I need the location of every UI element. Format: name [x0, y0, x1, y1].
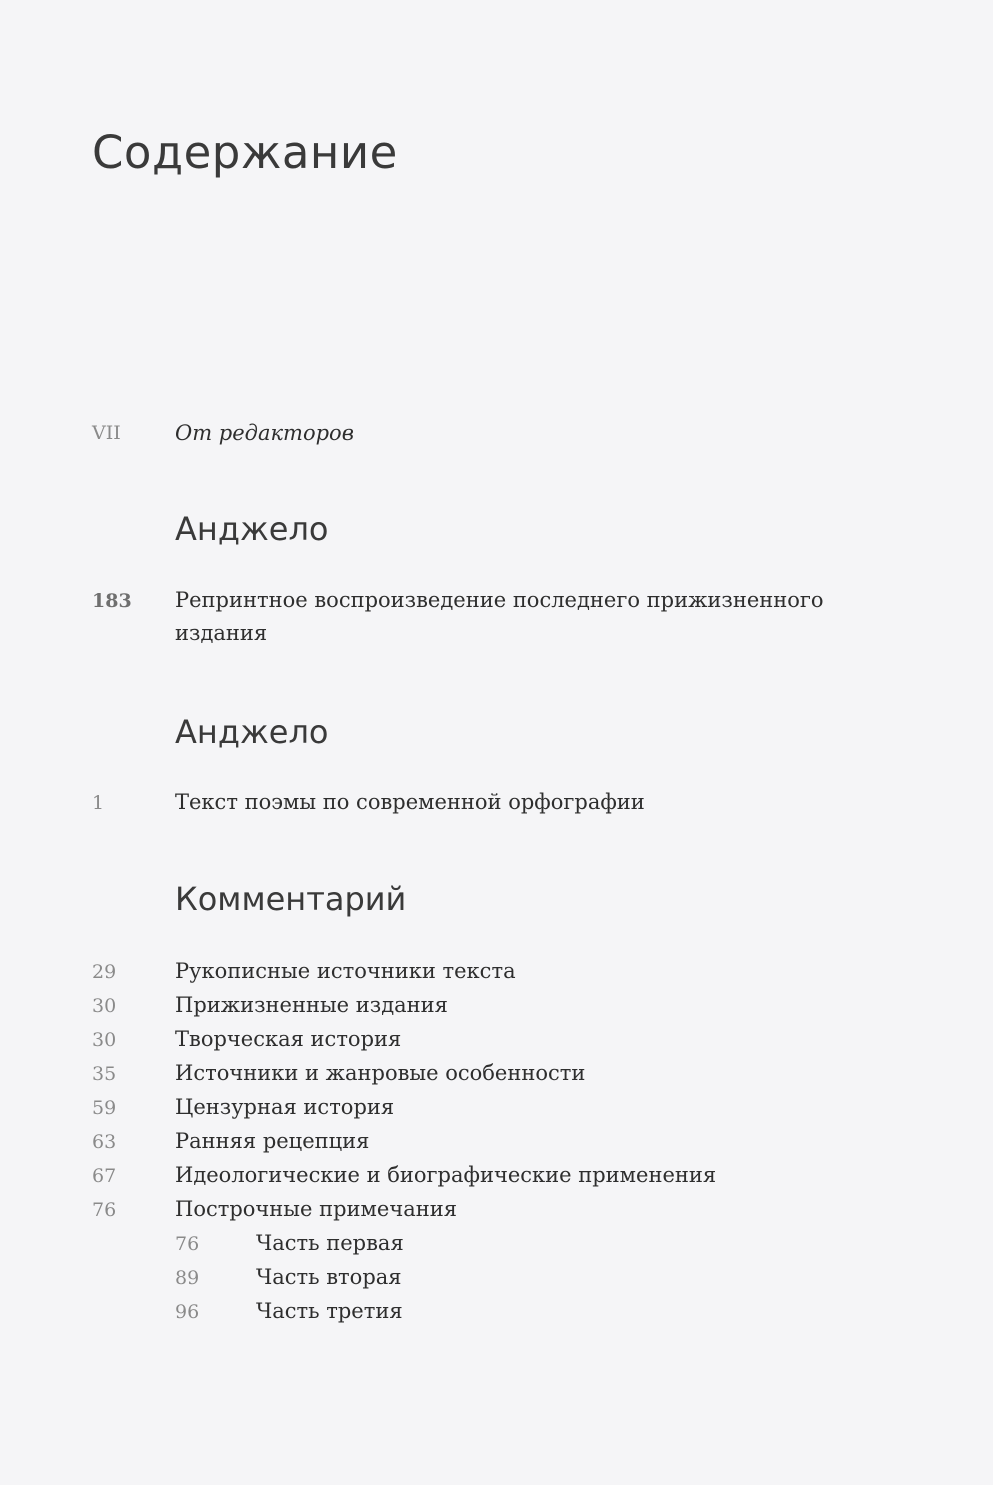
section-heading: Комментарий: [175, 880, 407, 918]
entry-label: Идеологические и биографические применения: [175, 1163, 717, 1187]
entry-label: Часть третия: [256, 1299, 403, 1323]
page-number: 63: [92, 1131, 117, 1153]
page-number: 59: [92, 1097, 117, 1119]
entry-label: Построчные примечания: [175, 1197, 457, 1221]
entry-label: Источники и жанровые особенности: [175, 1061, 586, 1085]
section-heading: Анджело: [175, 713, 329, 751]
page-number: VII: [92, 422, 121, 444]
entry-label: Творческая история: [175, 1027, 402, 1051]
entry-label: От редакторов: [175, 421, 354, 445]
entry-label: Часть первая: [256, 1231, 404, 1255]
entry-label: Текст поэмы по современной орфографии: [175, 790, 645, 814]
section-heading: Анджело: [175, 510, 329, 548]
entry-label: Ранняя рецепция: [175, 1129, 370, 1153]
page-number: 1: [92, 792, 105, 814]
page-number: 76: [92, 1199, 117, 1221]
page-number: 30: [92, 995, 117, 1017]
entry-label-line1: Репринтное воспроизведение последнего прижизненного: [175, 588, 824, 612]
page-number: 35: [92, 1063, 117, 1085]
page-number: 30: [92, 1029, 117, 1051]
entry-label: Рукописные источники текста: [175, 959, 516, 983]
page-number: 67: [92, 1165, 117, 1187]
entry-label-line2: издания: [175, 621, 268, 645]
entry-label: Прижизненные издания: [175, 993, 448, 1017]
page-title: Содержание: [92, 126, 398, 179]
page-number: 29: [92, 961, 117, 983]
page-number: 76: [175, 1233, 200, 1255]
page-number: 96: [175, 1301, 200, 1323]
page-number: 89: [175, 1267, 200, 1289]
page-number: 183: [92, 590, 132, 612]
entry-label: Часть вторая: [256, 1265, 402, 1289]
entry-label: Цензурная история: [175, 1095, 395, 1119]
